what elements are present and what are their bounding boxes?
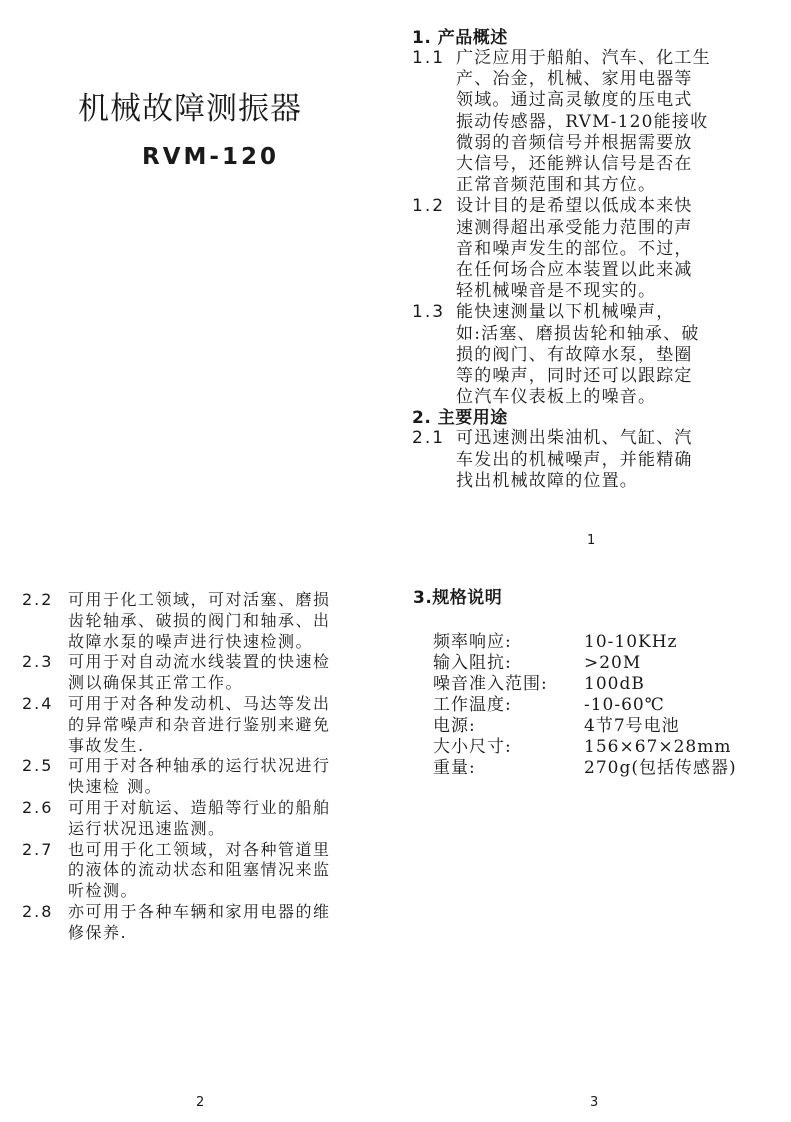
text-line: 位汽车仪表板上的噪音。 — [456, 387, 657, 408]
text-line: 运行状况迅速监测。 — [68, 818, 226, 838]
spec-value: 270g(包括传感器) — [584, 758, 737, 778]
spec-table — [433, 632, 773, 779]
text-line: 大信号，还能辨认信号是否在 — [456, 154, 693, 175]
text-line: 事故发生. — [68, 735, 145, 755]
text-line: 可用于对各种发动机、马达等发出 — [68, 693, 331, 713]
text-line: 轻机械噪音是不现实的。 — [456, 281, 657, 302]
numbered-item — [22, 756, 392, 798]
text-line: 车发出的机械噪声，并能精确 — [456, 449, 693, 470]
text-line: 快速检 测。 — [68, 777, 163, 797]
spec-row — [433, 674, 773, 695]
page-number-2: 2 — [196, 1095, 205, 1110]
text-line: 振动传感器，RVM-120能接收 — [456, 111, 709, 132]
spec-value: -10-60℃ — [584, 695, 665, 715]
section-heading: 1. 产品概述 — [412, 28, 508, 48]
numbered-item — [22, 902, 392, 944]
text-line: 的异常噪声和杂音进行鉴别来避免 — [68, 714, 331, 734]
text-line: 可用于对自动流水线装置的快速检 — [68, 652, 331, 672]
item-number: 2.2 — [22, 590, 54, 609]
spec-value: >20M — [584, 653, 642, 673]
text-line: 可用于化工领域，可对活塞、磨损 — [68, 590, 331, 609]
numbered-item — [412, 302, 772, 408]
spec-label: 电源: — [433, 716, 476, 736]
spec-label: 输入阻抗: — [433, 653, 512, 673]
page-3-content — [413, 588, 773, 779]
text-line: 等的噪声，同时还可以跟踪定 — [456, 366, 693, 387]
item-number: 1.2 — [412, 196, 446, 217]
item-number: 1.1 — [412, 48, 446, 68]
text-line: 也可用于化工领域，对各种管道里 — [68, 839, 331, 859]
spec-label: 大小尺寸: — [433, 737, 512, 757]
page-number-1: 1 — [587, 533, 596, 548]
text-line: 亦可用于各种车辆和家用电器的维 — [68, 901, 331, 921]
section-heading: 2. 主要用途 — [412, 408, 508, 429]
text-line: 音和噪声发生的部位。不过， — [456, 238, 693, 259]
text-line: 可迅速测出柴油机、气缸、汽 — [456, 428, 693, 449]
text-line: 广泛应用于船舶、汽车、化工生 — [456, 48, 711, 68]
numbered-item — [22, 590, 392, 652]
spec-row — [433, 716, 773, 737]
item-number: 2.7 — [22, 839, 54, 859]
spec-heading: 3.规格说明 — [413, 588, 503, 608]
spec-label: 频率响应: — [433, 632, 512, 652]
numbered-item — [412, 196, 772, 302]
text-line: 产、冶金，机械、家用电器等 — [456, 69, 693, 90]
numbered-item — [412, 428, 772, 492]
spec-value: 4节7号电池 — [584, 716, 680, 736]
spec-value: 10-10KHz — [584, 632, 678, 652]
item-number: 2.8 — [22, 901, 54, 921]
numbered-item — [22, 652, 392, 694]
spec-row — [433, 653, 773, 674]
spec-label: 重量: — [433, 758, 476, 778]
spec-value: 156×67×28mm — [584, 737, 732, 757]
item-number: 2.3 — [22, 652, 54, 672]
page-2-content — [22, 590, 392, 944]
text-line: 可用于对各种轴承的运行状况进行 — [68, 756, 331, 776]
item-number: 2.5 — [22, 756, 54, 776]
text-line: 如:活塞、磨损齿轮和轴承、破 — [456, 323, 700, 344]
text-line: 损的阀门、有故障水泵，垫圈 — [456, 344, 693, 365]
spec-row — [433, 737, 773, 758]
numbered-item — [22, 840, 392, 902]
text-line: 速测得超出承受能力范围的声 — [456, 217, 693, 238]
item-number: 2.4 — [22, 693, 54, 713]
spec-value: 100dB — [584, 674, 645, 694]
product-title: 机械故障测振器 — [78, 91, 302, 127]
item-number: 2.6 — [22, 797, 54, 817]
item-number: 1.3 — [412, 302, 446, 323]
text-line: 在任何场合应本装置以此来减 — [456, 260, 693, 281]
spec-label: 噪音准入范围: — [433, 674, 548, 694]
numbered-item — [22, 798, 392, 840]
text-line: 正常音频范围和其方位。 — [456, 175, 657, 196]
text-line: 找出机械故障的位置。 — [456, 470, 638, 491]
text-line: 设计目的是希望以低成本来快 — [456, 196, 693, 217]
item-number: 2.1 — [412, 428, 446, 449]
text-line: 听检测。 — [68, 881, 139, 901]
spec-label: 工作温度: — [433, 695, 512, 715]
text-line: 修保养. — [68, 922, 128, 942]
page-1-content — [412, 28, 772, 492]
spec-row — [433, 632, 773, 653]
text-line: 齿轮轴承、破损的阀门和轴承、出 — [68, 610, 331, 630]
text-line: 的液体的流动状态和阻塞情况来监 — [68, 860, 331, 880]
product-model: RVM-120 — [142, 144, 279, 170]
numbered-item — [22, 694, 392, 756]
text-line: 故障水泵的噪声进行快速检测。 — [68, 631, 314, 651]
text-line: 可用于对航运、造船等行业的船舶 — [68, 797, 331, 817]
text-line: 测以确保其正常工作。 — [68, 673, 244, 693]
numbered-item — [412, 48, 772, 196]
text-line: 能快速测量以下机械噪声， — [456, 302, 675, 323]
page-number-3: 3 — [590, 1095, 599, 1110]
spec-row — [433, 758, 773, 779]
text-line: 微弱的音频信号并根据需要放 — [456, 132, 693, 153]
spec-row — [433, 695, 773, 716]
text-line: 领域。通过高灵敏度的压电式 — [456, 90, 693, 111]
